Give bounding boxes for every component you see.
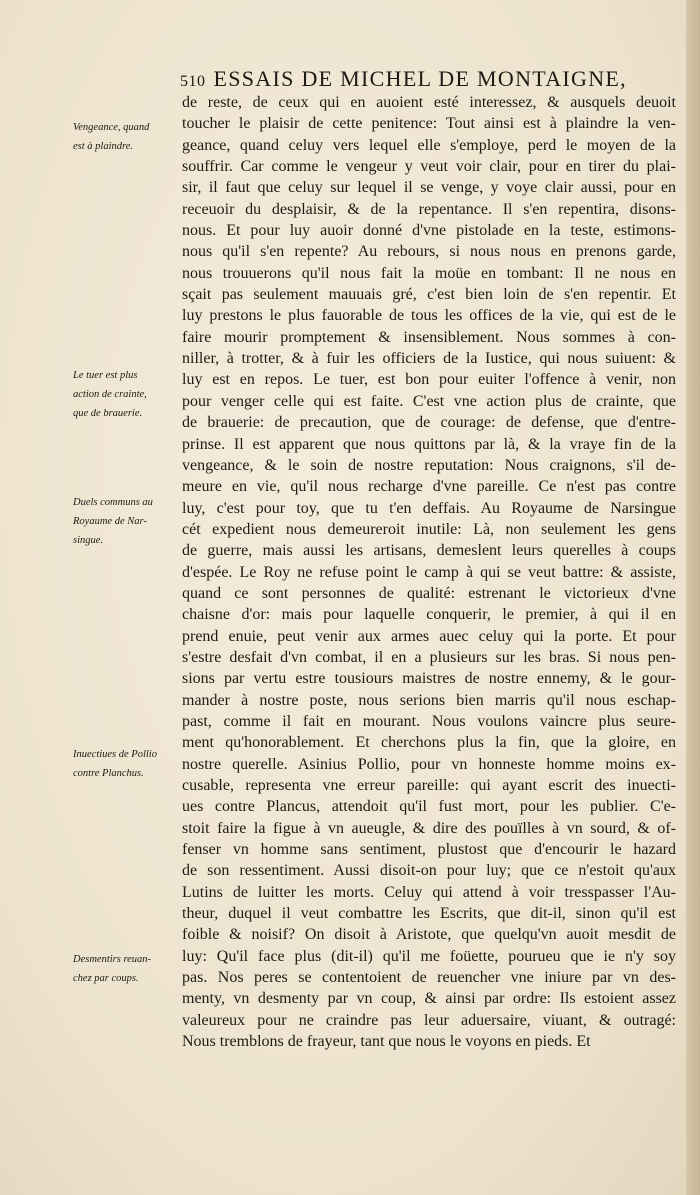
- running-title: ESSAIS DE MICHEL DE MONTAIGNE,: [213, 66, 627, 91]
- text-line: s'estre desfait d'vn combat, il en a plusieurs sur les bras. Si nous pen-: [182, 648, 676, 666]
- text-line: receuoir du desplaisir, & de la repentance. Il s'en repentira, disons-: [182, 200, 676, 218]
- margin-note-le-tuer: [73, 366, 183, 423]
- margin-note-vengeance: [73, 118, 183, 156]
- text-line: de brauerie: de precaution, que de courage: de defense, que d'entre-: [182, 414, 676, 432]
- margin-note-line: action de crainte,: [73, 389, 147, 400]
- text-line: nous. Et pour luy auoir donné d'vne pistolade en la teste, estimons-: [182, 222, 676, 240]
- margin-note-desmentirs: [73, 950, 183, 988]
- text-line: Nous tremblons de frayeur, tant que nous le voyons en pieds. Et: [182, 1033, 591, 1051]
- margin-note-line: chez par coups.: [73, 973, 139, 984]
- margin-note-line: Royaume de Nar-: [73, 516, 147, 527]
- text-line: quand ce sont personnes de qualité: estrenant le victorieux d'vne: [182, 584, 676, 602]
- margin-note-line: est à plaindre.: [73, 141, 133, 152]
- text-line: faire mourir promptement & insensiblement. Nous sommes à con-: [182, 328, 676, 346]
- text-line: chaisne d'or: mais pour laquelle conquerir, le premier, à qui il en: [182, 606, 676, 624]
- text-line: meure en vie, qu'il nous recharge d'vne pareille. Ce n'est pas contre: [182, 478, 676, 496]
- text-line: Lutins de luitter les morts. Celuy qui attend à voir tresspasser l'Au-: [182, 883, 676, 901]
- text-line: fenser vn homme sans sentiment, plustost que d'encourir le hazard: [182, 841, 676, 859]
- text-line: nostre querelle. Asinius Pollio, pour vn honneste homme moins ex-: [182, 755, 676, 773]
- margin-note-line: Vengeance, quand: [73, 122, 150, 133]
- body-text: [182, 92, 676, 1052]
- text-line: toucher le plaisir de cette penitence: Tout ainsi est à plaindre la ven-: [182, 115, 676, 133]
- text-line: stoit faire la figue à vn aueugle, & dire des pouïlles à vn sourd, & of-: [182, 819, 676, 837]
- text-line: d'espée. Le Roy ne refuse point le camp à qui se veut battre: & assiste,: [182, 563, 676, 581]
- text-line: foible & noisif? On disoit à Aristote, que quelqu'vn auoit mesdit de: [182, 926, 676, 944]
- text-line: menty, vn desmenty par vn coup, & ainsi par ordre: Ils estoient assez: [182, 990, 676, 1008]
- text-line: past, comme il fait en mourant. Nous voulons vaincre plus seure-: [182, 712, 676, 730]
- text-line: luy prestons le plus fauorable de tous les offices de la vie, qui est de le: [182, 307, 676, 325]
- margin-note-duels: [73, 493, 183, 550]
- running-header: [180, 66, 680, 92]
- text-line: ment qu'honorablement. Et cherchons plus la fin, que la gloire, en: [182, 734, 676, 752]
- text-line: de guerre, mais aussi les artisans, demeslent leurs querelles à coups: [182, 542, 676, 560]
- text-line: luy est en repos. Le tuer, est bon pour euiter l'offence à venir, non: [182, 371, 676, 389]
- text-line: prinse. Il est apparent que nous quittons par là, & la vraye fin de la: [182, 435, 676, 453]
- margin-note-line: contre Planchus.: [73, 768, 144, 779]
- text-line: prend enuie, peut venir aux armes auec celuy qui la porte. Et pour: [182, 627, 676, 645]
- text-line: pas. Nos peres se contentoient de reuencher vne iniure par vn des-: [182, 969, 676, 987]
- text-line: sçait pas seulement mauuais gré, c'est bien loin de s'en repentir. Et: [182, 286, 676, 304]
- margin-note-inuectiues: [73, 745, 183, 783]
- text-line: geance, quand celuy vers lequel elle s'employe, perd le moyen de la: [182, 136, 676, 154]
- text-line: vengeance, & le soin de nostre reputation: Nous craignons, s'il de-: [182, 456, 676, 474]
- text-line: souffrir. Car comme le vengeur y veut voir clair, pour en tirer du plai-: [182, 158, 676, 176]
- text-line: pour venger celle qui est faite. C'est vne action plus de crainte, que: [182, 392, 676, 410]
- text-line: theur, duquel il veut combattre les Escrits, que dit-il, sinon qu'il est: [182, 905, 676, 923]
- text-line: niller, à trotter, & à fuir les officiers de la Iustice, qui nous suiuent: &: [182, 350, 676, 368]
- facing-page-edge: [686, 0, 700, 1195]
- page-number: 510: [180, 73, 206, 90]
- text-line: sions par vertu estre tousiours maistres de nostre ennemy, & le gour-: [182, 670, 676, 688]
- margin-note-line: Inuectiues de Pollio: [73, 749, 157, 760]
- margin-note-line: Duels communs au: [73, 497, 153, 508]
- margin-note-line: que de brauerie.: [73, 408, 143, 419]
- text-line: sir, il faut que celuy sur lequel il se venge, y voye clair aussi, pour en: [182, 179, 676, 197]
- text-line: ues contre Plancus, attendoit qu'il fust mort, pour les publier. C'e-: [182, 798, 676, 816]
- margin-note-line: Le tuer est plus: [73, 370, 138, 381]
- text-line: luy, c'est pour toy, que tu t'en deffais. Au Royaume de Narsingue: [182, 499, 676, 517]
- margin-note-line: Desmentirs reuan-: [73, 954, 152, 965]
- text-line: luy: Qu'il face plus (dit-il) qu'il me foüette, pourueu que ie n'y soy: [182, 947, 676, 965]
- text-line: nous trouuerons qu'il nous fait la moüe en tombant: Il ne nous en: [182, 264, 676, 282]
- text-line: nous qu'il s'en repente? Au rebours, si nous nous en prenons garde,: [182, 243, 676, 261]
- text-line: de son ressentiment. Aussi disoit-on pour luy; que ce n'estoit qu'aux: [182, 862, 676, 880]
- margin-note-line: singue.: [73, 535, 104, 546]
- text-line: cét expedient nous demeureroit inutile: Là, non seulement les gens: [182, 520, 676, 538]
- text-line: valeureux pour ne craindre pas leur aduersaire, viuant, & outragé:: [182, 1011, 676, 1029]
- text-line: de reste, de ceux qui en auoient esté interessez, & ausquels deuoit: [182, 94, 676, 111]
- text-line: mander à nostre poste, nous serions bien marris qu'il nous eschap-: [182, 691, 676, 709]
- text-line: cusable, representa vne erreur pareille: qui ayant escrit des inuecti-: [182, 777, 676, 794]
